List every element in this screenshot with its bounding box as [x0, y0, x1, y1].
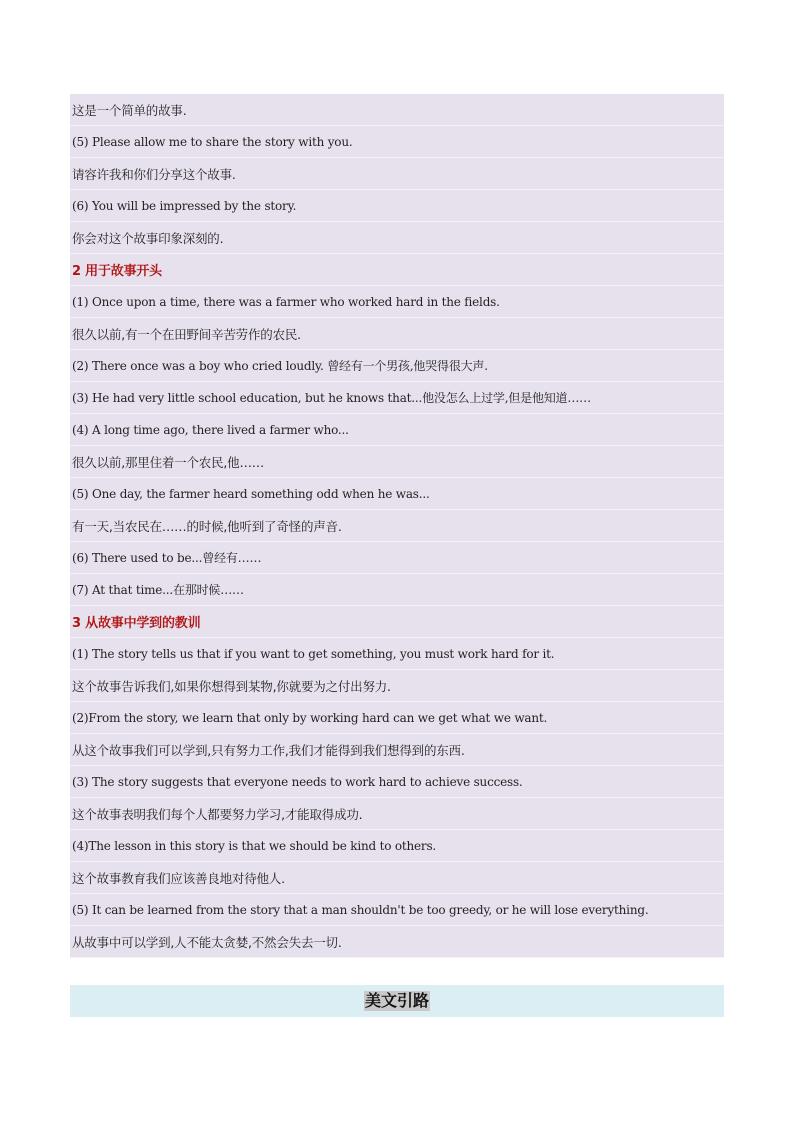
chinese-sentence-row: 这个故事教育我们应该善良地对待他人.: [70, 862, 724, 894]
chinese-sentence-row: 从故事中可以学到,人不能太贪婪,不然会失去一切.: [70, 926, 724, 958]
english-sentence-row: (4)The lesson in this story is that we should be kind to others.: [70, 830, 724, 862]
english-sentence-row: (1) The story tells us that if you want to get something, you must work hard for it.: [70, 638, 724, 670]
section-banner: [70, 985, 724, 1017]
english-sentence-row: (5) One day, the farmer heard something odd when he was...: [70, 478, 724, 510]
english-sentence-row: (2)From the story, we learn that only by working hard can we get what we want.: [70, 702, 724, 734]
english-sentence-row: (4) A long time ago, there lived a farmer who...: [70, 414, 724, 446]
section-heading: 3 从故事中学到的教训: [70, 606, 724, 638]
english-sentence-row: (1) Once upon a time, there was a farmer who worked hard in the fields.: [70, 286, 724, 318]
english-sentence-row: (5) Please allow me to share the story with you.: [70, 126, 724, 158]
english-sentence-row: (3) The story suggests that everyone needs to work hard to achieve success.: [70, 766, 724, 798]
chinese-sentence-row: 很久以前,有一个在田野间辛苦劳作的农民.: [70, 318, 724, 350]
phrase-list-panel: [70, 94, 724, 958]
english-sentence-row: (2) There once was a boy who cried loudly. 曾经有一个男孩,他哭得很大声.: [70, 350, 724, 382]
section-banner-title: 美文引路: [364, 991, 429, 1010]
english-sentence-row: (7) At that time...在那时候……: [70, 574, 724, 606]
english-sentence-row: (5) It can be learned from the story that a man shouldn't be too greedy, or he will lose everything.: [70, 894, 724, 926]
chinese-sentence-row: 很久以前,那里住着一个农民,他……: [70, 446, 724, 478]
chinese-sentence-row: 请容许我和你们分享这个故事.: [70, 158, 724, 190]
section-heading: 2 用于故事开头: [70, 254, 724, 286]
chinese-sentence-row: 你会对这个故事印象深刻的.: [70, 222, 724, 254]
chinese-sentence-row: 从这个故事我们可以学到,只有努力工作,我们才能得到我们想得到的东西.: [70, 734, 724, 766]
english-sentence-row: (3) He had very little school education, but he knows that...他没怎么上过学,但是他知道……: [70, 382, 724, 414]
english-sentence-row: (6) You will be impressed by the story.: [70, 190, 724, 222]
chinese-sentence-row: 有一天,当农民在……的时候,他听到了奇怪的声音.: [70, 510, 724, 542]
chinese-sentence-row: 这个故事表明我们每个人都要努力学习,才能取得成功.: [70, 798, 724, 830]
english-sentence-row: (6) There used to be...曾经有……: [70, 542, 724, 574]
chinese-sentence-row: 这是一个简单的故事.: [70, 94, 724, 126]
chinese-sentence-row: 这个故事告诉我们,如果你想得到某物,你就要为之付出努力.: [70, 670, 724, 702]
